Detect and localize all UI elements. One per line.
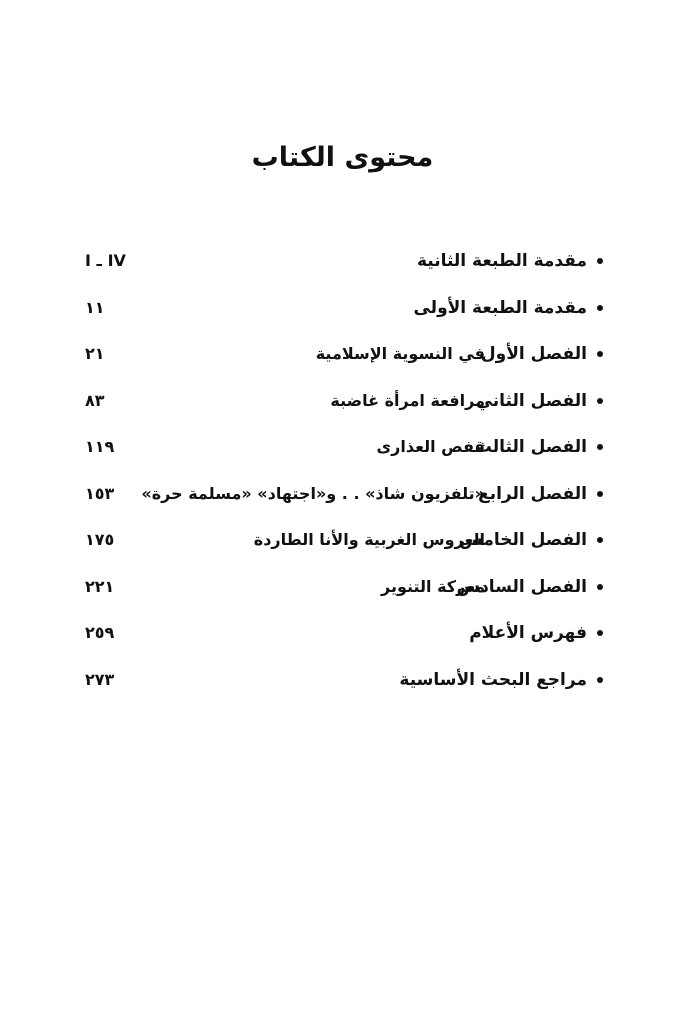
toc-title: العروس الغربية والأنا الطاردة (253, 530, 485, 549)
toc-label: الفصل الرابع (478, 483, 587, 504)
toc-row-chapter-3 (85, 432, 603, 479)
toc-page-number: I ـ IV (85, 251, 126, 270)
bullet-icon (597, 351, 603, 357)
toc-row-chapter-2 (85, 386, 603, 433)
table-of-contents (85, 246, 603, 711)
bullet-icon (597, 258, 603, 264)
toc-title: مرافعة امرأة غاضبة (330, 390, 485, 410)
toc-page-number: ١٥٣ (85, 483, 115, 503)
bullet-icon (597, 398, 603, 404)
toc-label: فهرس الأعلام (469, 623, 587, 643)
toc-label: مراجع البحث الأساسية (399, 669, 587, 690)
toc-title: معركة التنوير (380, 576, 485, 596)
toc-title: «تلفزيون شاذ» . . و«اجتهاد» «مسلمة حرة» (141, 483, 485, 503)
bullet-icon (597, 537, 603, 543)
toc-page-number: ٢٧٣ (85, 669, 115, 689)
toc-page-number: ٢٢١ (85, 576, 115, 596)
toc-row-chapter-4 (85, 479, 603, 526)
bullet-icon (597, 630, 603, 636)
bullet-icon (597, 677, 603, 683)
toc-page-number: ١٧٥ (85, 530, 115, 549)
toc-label: الفصل السادس (456, 576, 587, 597)
bullet-icon (597, 584, 603, 590)
toc-label: الفصل الثالث (474, 437, 587, 457)
toc-page-number: ٢٥٩ (85, 623, 115, 642)
toc-row-chapter-1 (85, 339, 603, 386)
toc-row-index (85, 618, 603, 665)
toc-label: مقدمة الطبعة الثانية (416, 251, 587, 271)
bullet-icon (597, 305, 603, 311)
toc-row-chapter-5 (85, 525, 603, 572)
toc-page-number: ١١ (85, 297, 105, 317)
toc-title: قفص العذارى (376, 437, 485, 456)
toc-label: الفصل الأول (480, 344, 587, 364)
toc-label: الفصل الخامس (459, 530, 587, 550)
toc-row-chapter-6 (85, 572, 603, 619)
page-title: محتوى الكتاب (251, 142, 434, 173)
toc-row-references (85, 665, 603, 712)
toc-page-number: ٢١ (85, 344, 105, 363)
bullet-icon (597, 491, 603, 497)
toc-label: مقدمة الطبعة الأولى (413, 297, 587, 318)
bullet-icon (597, 444, 603, 450)
toc-title: في النسوية الإسلامية (315, 344, 485, 363)
toc-row-preface-first (85, 293, 603, 340)
toc-label: الفصل الثاني (475, 390, 587, 411)
toc-page-number: ١١٩ (85, 437, 115, 456)
toc-page-number: ٨٣ (85, 390, 105, 410)
toc-row-preface-second (85, 246, 603, 293)
